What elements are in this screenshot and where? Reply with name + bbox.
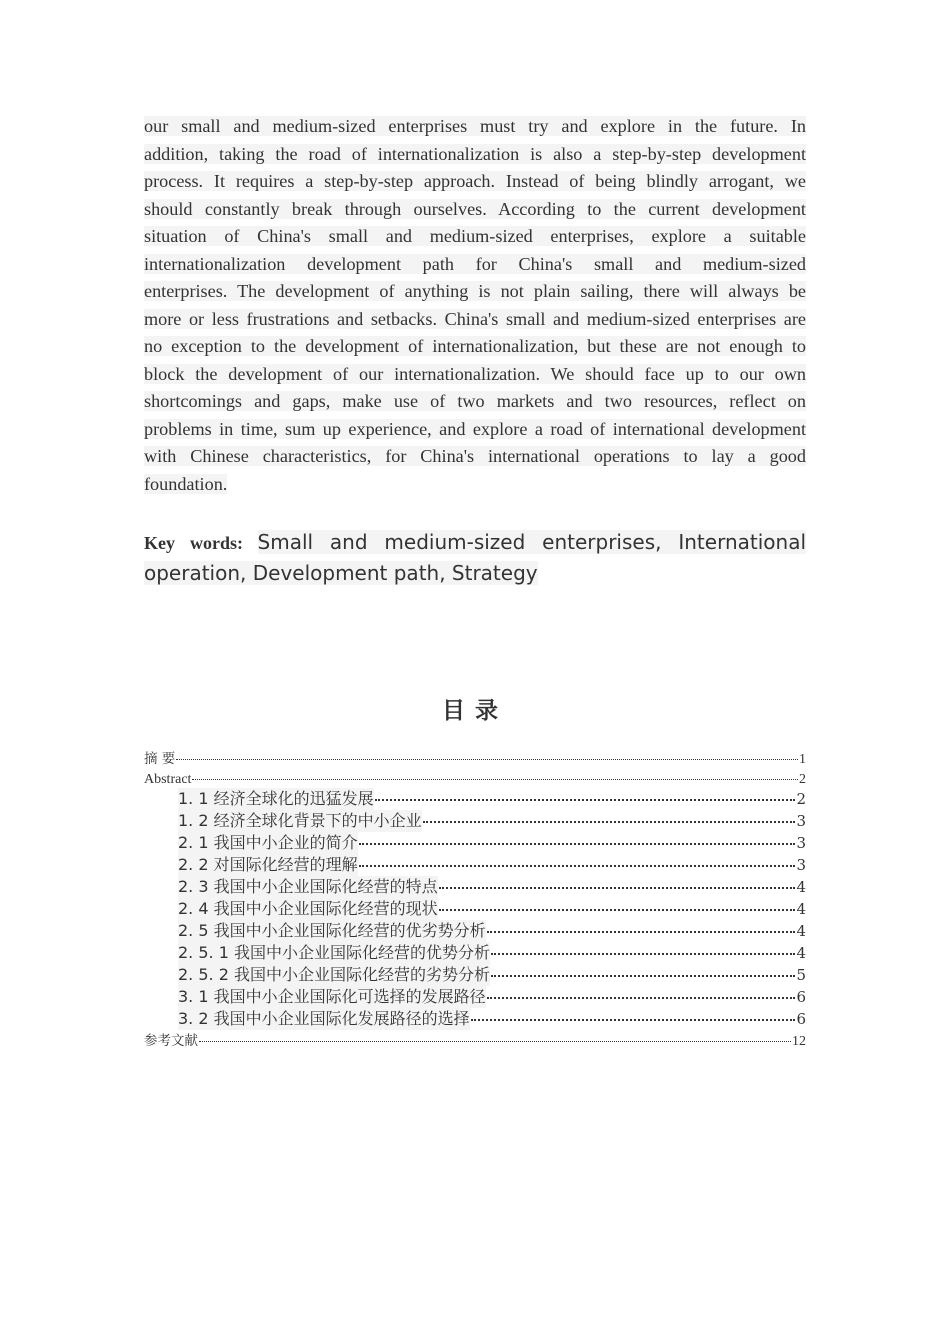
toc-dot-leader [375, 785, 796, 801]
toc-entry-title: Abstract [144, 772, 192, 787]
toc-entry-page: 6 [796, 1010, 806, 1028]
toc-entry-page: 4 [796, 900, 806, 918]
toc-entry-title: 摘 要 [144, 751, 176, 767]
toc-entry[interactable] [144, 1030, 806, 1050]
abstract-line [144, 388, 806, 416]
abstract-line [144, 361, 806, 389]
abstract-line [144, 251, 806, 279]
abstract-line-text: should constantly break through ourselves. According to the current development [144, 198, 806, 219]
toc-entry-title: 1. 1 经济全球化的迅猛发展 [178, 789, 374, 808]
abstract-line [144, 196, 806, 224]
abstract-line-text: foundation. [144, 473, 228, 494]
toc-entry-page: 12 [792, 1034, 806, 1049]
toc-entry-title: 3. 2 我国中小企业国际化发展路径的选择 [178, 1009, 470, 1028]
abstract-line [144, 471, 806, 499]
abstract-line [144, 113, 806, 141]
abstract-line-text: block the development of our internationalization. We should face up to our own [144, 363, 806, 384]
abstract-line [144, 443, 806, 471]
toc-dot-leader [199, 1027, 791, 1042]
abstract-line-text: enterprises. The development of anything is not plain sailing, there will always be [144, 281, 806, 301]
abstract-line-text: no exception to the development of internationalization, but these are not enough to [144, 336, 806, 356]
abstract-line-text: addition, taking the road of internationalization is also a step-by-step development [144, 143, 806, 164]
abstract-line [144, 223, 806, 251]
toc-entry-title: 2. 4 我国中小企业国际化经营的现状 [178, 899, 438, 918]
toc-entry-page: 3 [796, 834, 806, 852]
toc-entry-page: 3 [796, 856, 806, 874]
toc-title: 目录 [442, 698, 508, 724]
toc-entry-title: 2. 2 对国际化经营的理解 [178, 855, 358, 874]
toc-dot-leader [487, 983, 796, 999]
toc-dot-leader [487, 917, 796, 933]
toc-entry-page: 1 [799, 752, 806, 767]
toc-dot-leader [491, 961, 795, 977]
toc-entry-title: 1. 2 经济全球化背景下的中小企业 [178, 811, 422, 830]
abstract-line [144, 168, 806, 196]
abstract-line [144, 278, 806, 306]
abstract-line [144, 141, 806, 169]
abstract-line-text: our small and medium-sized enterprises must try and explore in the future. In [144, 116, 806, 136]
toc-dot-leader [176, 745, 798, 760]
toc-dot-leader [423, 807, 796, 823]
abstract-line-text: process. It requires a step-by-step approach. Instead of being blindly arrogant, we [144, 171, 806, 191]
toc-dot-leader [359, 851, 796, 867]
toc-entry-title: 2. 5. 1 我国中小企业国际化经营的优势分析 [178, 943, 490, 962]
abstract-paragraph [144, 113, 806, 498]
keywords-label: Key words: [144, 533, 243, 553]
toc-entry-page: 2 [799, 772, 806, 787]
toc-dot-leader [491, 939, 795, 955]
toc-dot-leader [359, 829, 796, 845]
toc-entry-title: 2. 1 我国中小企业的简介 [178, 833, 358, 852]
abstract-line-text: internationalization development path for China's small and medium-sized [144, 253, 806, 274]
keywords-line-1: Small and medium-sized enterprises, International [257, 530, 807, 554]
abstract-line-text: shortcomings and gaps, make use of two markets and two resources, reflect on [144, 391, 806, 411]
toc-entry-title: 2. 3 我国中小企业国际化经营的特点 [178, 877, 438, 896]
abstract-line-text: with Chinese characteristics, for China's international operations to lay a good [144, 446, 806, 466]
abstract-line [144, 416, 806, 444]
abstract-line-text: problems in time, sum up experience, and explore a road of international development [144, 418, 806, 439]
abstract-line-text: more or less frustrations and setbacks. China's small and medium-sized enterprises are [144, 308, 806, 329]
toc-entry-title: 3. 1 我国中小企业国际化可选择的发展路径 [178, 987, 486, 1006]
abstract-line [144, 333, 806, 361]
toc-entry-page: 2 [796, 790, 806, 808]
toc-entry-title: 2. 5. 2 我国中小企业国际化经营的劣势分析 [178, 965, 490, 984]
keywords [144, 528, 806, 590]
toc-entry-title: 参考文献 [144, 1033, 198, 1049]
toc-entry-page: 5 [796, 966, 806, 984]
toc-entry-page: 3 [796, 812, 806, 830]
toc-dot-leader [439, 895, 796, 911]
keywords-line-2: operation, Development path, Strategy [144, 561, 538, 585]
abstract-line-text: situation of China's small and medium-sized enterprises, explore a suitable [144, 226, 806, 246]
toc-entry-page: 4 [796, 944, 806, 962]
toc-dot-leader [192, 765, 798, 780]
toc-entry-page: 6 [796, 988, 806, 1006]
toc-entry-page: 4 [796, 878, 806, 896]
toc-entry-title: 2. 5 我国中小企业国际化经营的优劣势分析 [178, 921, 486, 940]
abstract-line [144, 306, 806, 334]
toc-dot-leader [471, 1005, 796, 1021]
toc-entry-page: 4 [796, 922, 806, 940]
table-of-contents [144, 748, 806, 1050]
toc-dot-leader [439, 873, 796, 889]
